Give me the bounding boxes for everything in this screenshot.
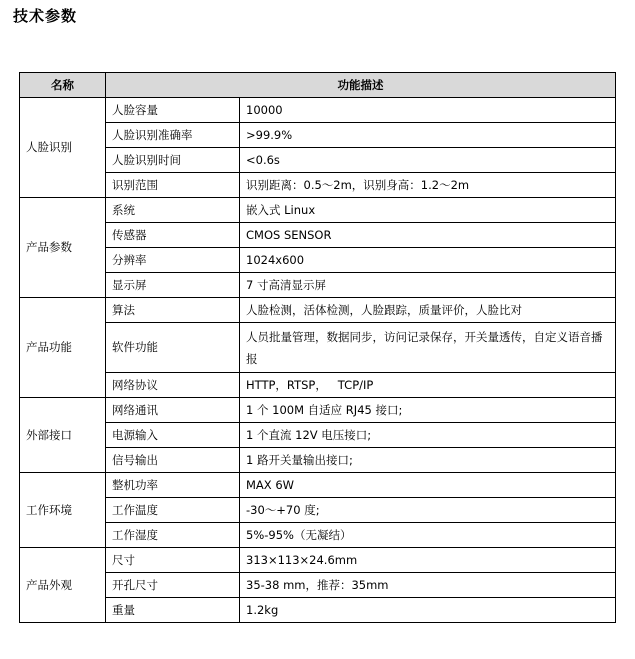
group-cell-product-functions: 产品功能 (20, 298, 106, 398)
header-name: 名称 (20, 73, 106, 98)
page-title: 技术参数 (13, 7, 78, 25)
spec-table (19, 72, 616, 623)
row-label: 人脸容量 (106, 98, 240, 123)
row-label: 人脸识别准确率 (106, 123, 240, 148)
row-value: 1 个 100M 自适应 RJ45 接口; (240, 398, 616, 423)
row-value: 1.2kg (240, 598, 616, 623)
row-value: MAX 6W (240, 473, 616, 498)
group-cell-work-environment: 工作环境 (20, 473, 106, 548)
table-row (20, 598, 616, 623)
table-row (20, 173, 616, 198)
row-value: -30～+70 度; (240, 498, 616, 523)
row-label: 传感器 (106, 223, 240, 248)
row-value: 1024x600 (240, 248, 616, 273)
row-label: 工作湿度 (106, 523, 240, 548)
table-row (20, 98, 616, 123)
table-row (20, 448, 616, 473)
table-row (20, 548, 616, 573)
group-cell-product-params: 产品参数 (20, 198, 106, 298)
table-row (20, 423, 616, 448)
row-value: HTTP，RTSP， TCP/IP (240, 373, 616, 398)
table-row (20, 248, 616, 273)
table-row (20, 223, 616, 248)
row-label: 软件功能 (106, 323, 240, 373)
row-label: 网络协议 (106, 373, 240, 398)
table-header-row (20, 73, 616, 98)
header-description: 功能描述 (106, 73, 616, 98)
table-row (20, 523, 616, 548)
row-value: CMOS SENSOR (240, 223, 616, 248)
row-value: 5%-95%（无凝结） (240, 523, 616, 548)
row-label: 电源输入 (106, 423, 240, 448)
row-label: 信号输出 (106, 448, 240, 473)
row-value: 35-38 mm，推荐：35mm (240, 573, 616, 598)
row-value: 嵌入式 Linux (240, 198, 616, 223)
row-label: 系统 (106, 198, 240, 223)
table-row (20, 398, 616, 423)
table-row (20, 323, 616, 373)
row-label: 整机功率 (106, 473, 240, 498)
row-label: 尺寸 (106, 548, 240, 573)
table-row (20, 273, 616, 298)
row-label: 显示屏 (106, 273, 240, 298)
table-row (20, 148, 616, 173)
row-value: 1 路开关量输出接口; (240, 448, 616, 473)
row-value: <0.6s (240, 148, 616, 173)
table-row (20, 373, 616, 398)
row-value: 识别距离：0.5～2m，识别身高：1.2～2m (240, 173, 616, 198)
table-row (20, 123, 616, 148)
group-cell-face-recognition: 人脸识别 (20, 98, 106, 198)
row-value: >99.9% (240, 123, 616, 148)
table-row (20, 198, 616, 223)
row-label: 工作温度 (106, 498, 240, 523)
row-label: 网络通讯 (106, 398, 240, 423)
row-value: 1 个直流 12V 电压接口; (240, 423, 616, 448)
group-cell-product-appearance: 产品外观 (20, 548, 106, 623)
table-row (20, 498, 616, 523)
row-label: 人脸识别时间 (106, 148, 240, 173)
row-value: 10000 (240, 98, 616, 123)
table-row (20, 298, 616, 323)
row-label: 开孔尺寸 (106, 573, 240, 598)
row-value: 313×113×24.6mm (240, 548, 616, 573)
row-label: 算法 (106, 298, 240, 323)
row-label: 重量 (106, 598, 240, 623)
row-label: 分辨率 (106, 248, 240, 273)
table-row (20, 573, 616, 598)
row-value: 7 寸高清显示屏 (240, 273, 616, 298)
table-row (20, 473, 616, 498)
row-value: 人脸检测，活体检测，人脸跟踪，质量评价，人脸比对 (240, 298, 616, 323)
group-cell-external-interfaces: 外部接口 (20, 398, 106, 473)
row-label: 识别范围 (106, 173, 240, 198)
row-value: 人员批量管理，数据同步，访问记录保存，开关量透传，自定义语音播报 (240, 323, 616, 373)
